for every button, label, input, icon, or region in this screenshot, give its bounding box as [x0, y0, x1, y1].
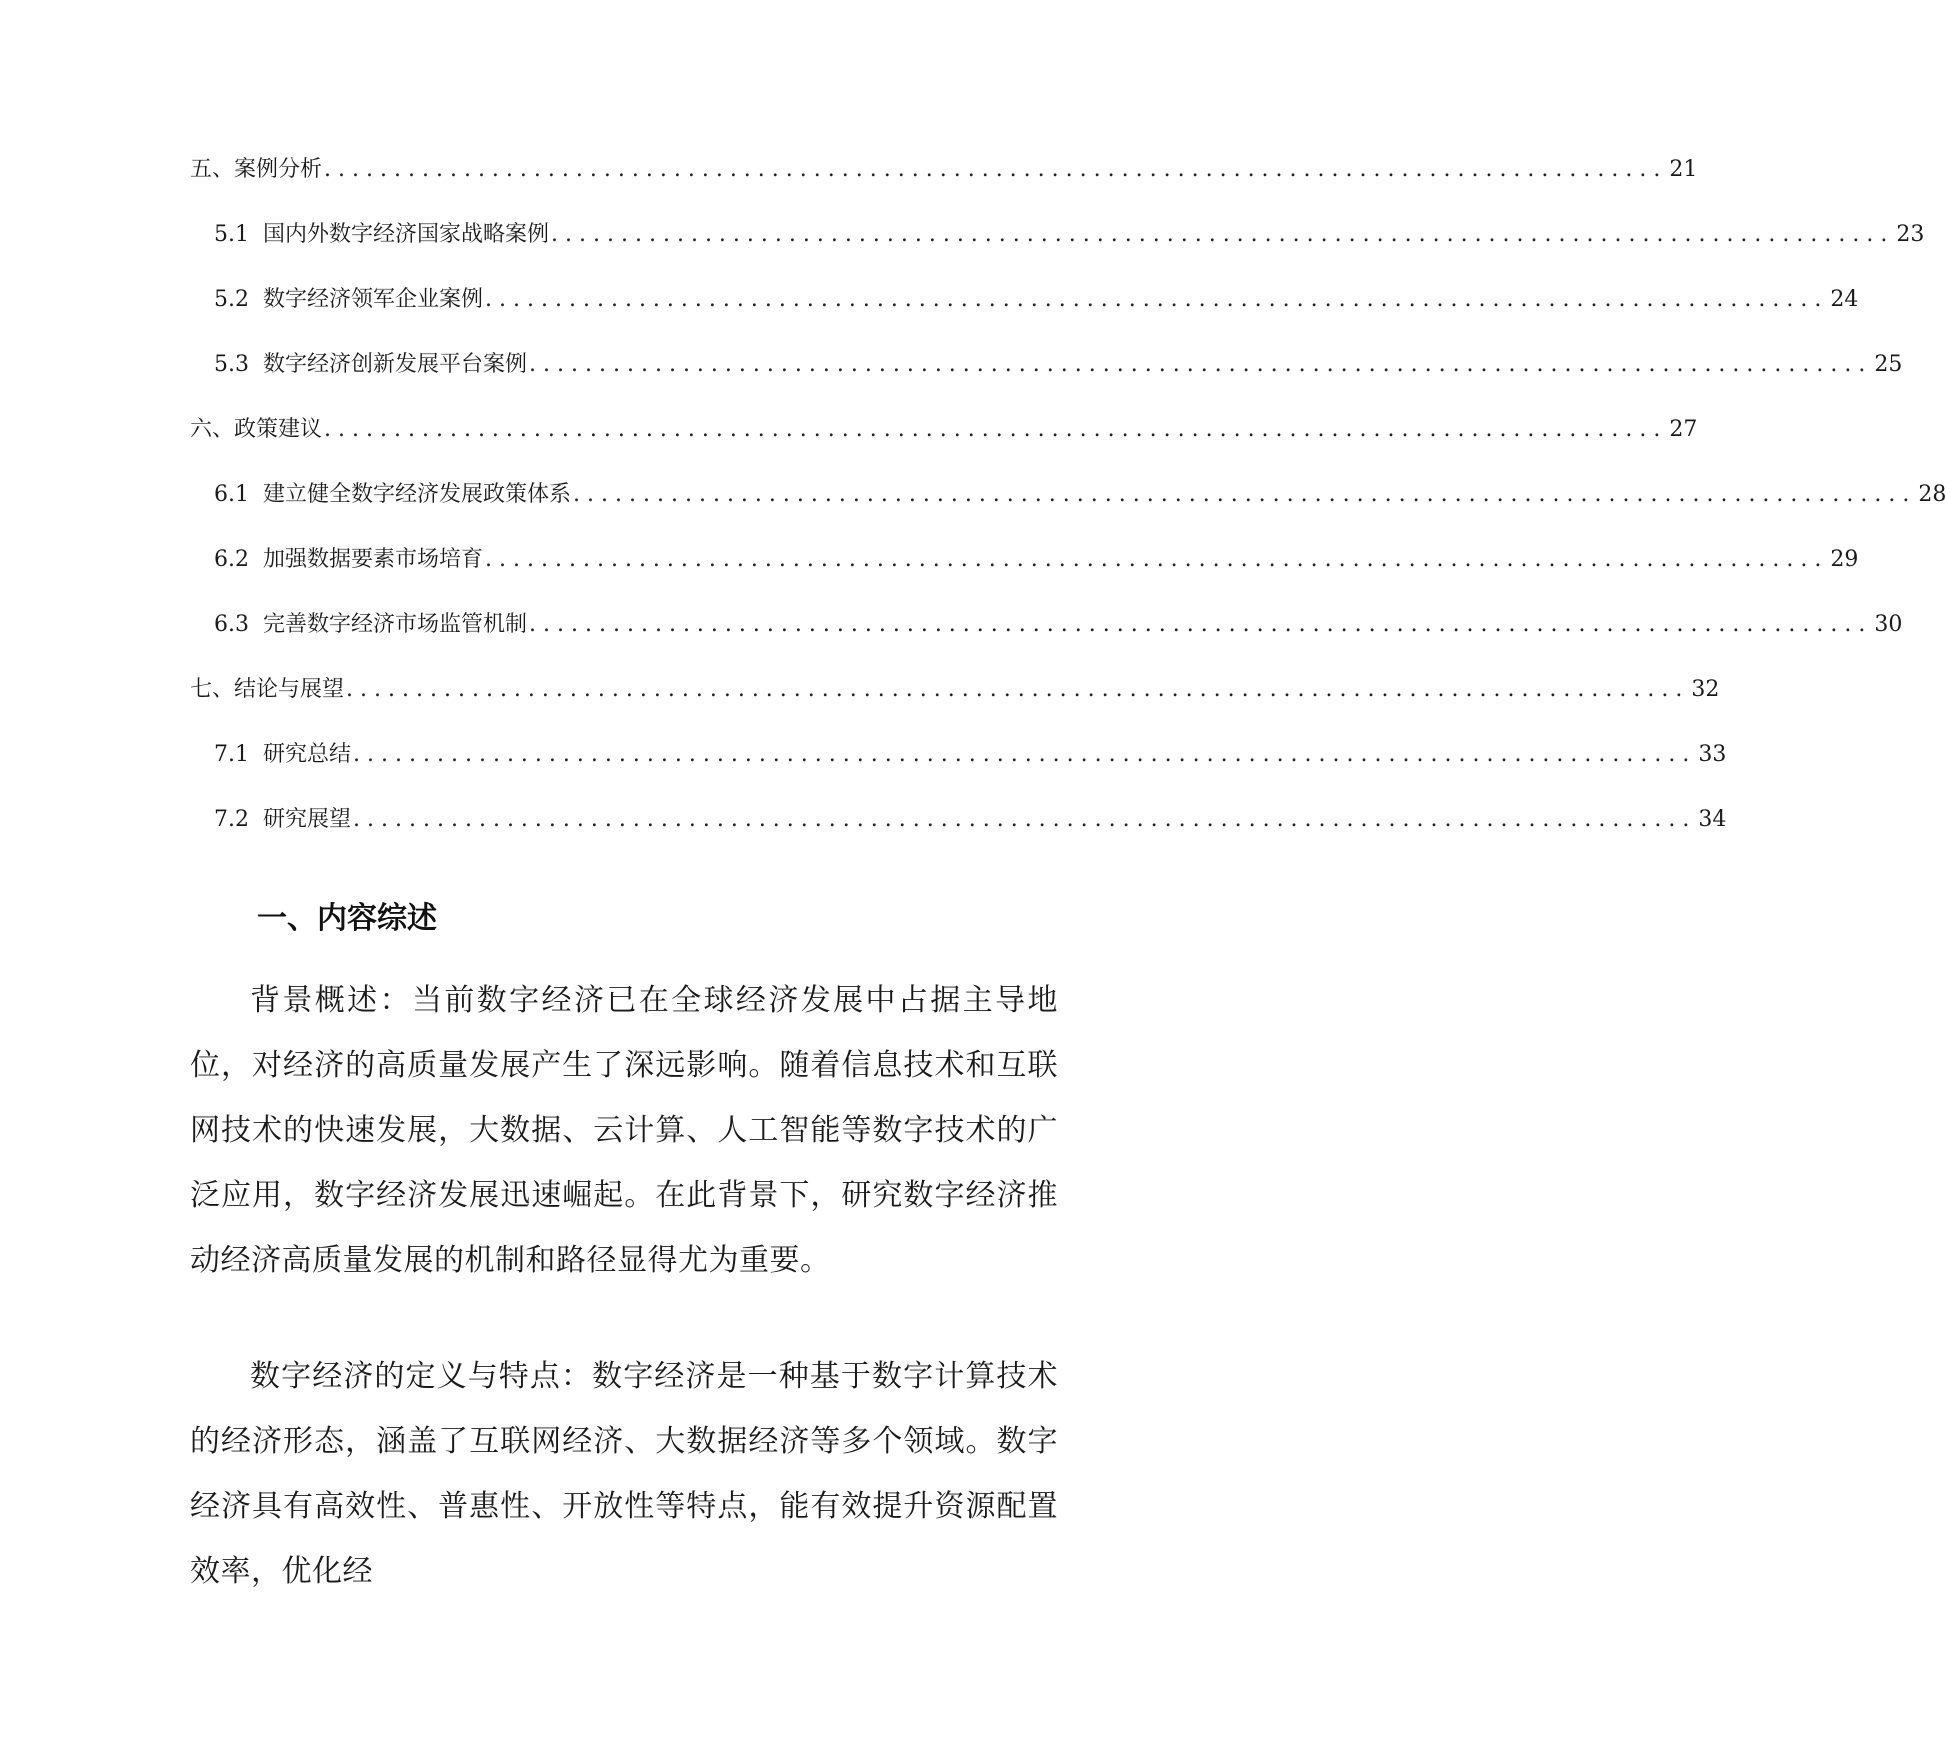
toc-entry-5-2[interactable]	[214, 282, 1859, 318]
toc-entry-number: 7.1	[214, 742, 249, 767]
toc-leader-dots: ................................................................................................	[573, 482, 1917, 507]
toc-entry-5-3[interactable]	[214, 347, 1903, 383]
toc-leader-dots: ................................................................................................	[485, 287, 1829, 312]
toc-entry-number: 7.2	[214, 807, 249, 832]
toc-entry-5-1[interactable]	[214, 217, 1925, 253]
toc-leader-dots: ................................................................................................	[346, 677, 1690, 702]
toc-entry-6-3[interactable]	[214, 607, 1903, 643]
toc-page-number: 27	[1669, 417, 1698, 442]
section-heading: 一、内容综述	[257, 901, 437, 936]
toc-entry-number: 5.3	[214, 352, 249, 377]
toc-entry-label: 七、结论与展望	[190, 677, 345, 702]
toc-page-number: 25	[1874, 352, 1903, 377]
toc-page-number: 23	[1896, 222, 1925, 247]
toc-leader-dots: ................................................................................................	[353, 807, 1697, 832]
body-paragraph-definition: 数字经济的定义与特点：数字经济是一种基于数字计算技术的经济形态，涵盖了互联网经济、大数据经济等多个领域。数字经济具有高效性、普惠性、开放性等特点，能有效提升资源配置效率，优化经	[190, 1359, 1058, 1589]
toc-page-number: 30	[1874, 612, 1903, 637]
toc-entry-title: 完善数字经济市场监管机制	[263, 612, 528, 637]
toc-entry-6-1[interactable]	[214, 477, 1946, 513]
toc-leader-dots: ................................................................................................	[324, 157, 1668, 182]
toc-entry-6-2[interactable]	[214, 542, 1859, 578]
toc-entry-title: 研究总结	[263, 742, 352, 767]
toc-page-number: 28	[1918, 482, 1946, 507]
toc-page-number: 21	[1669, 157, 1698, 182]
toc-entry-number: 5.1	[214, 222, 249, 247]
toc-entry-title: 建立健全数字经济发展政策体系	[263, 482, 572, 507]
toc-entry-title: 加强数据要素市场培育	[263, 547, 484, 572]
toc-page-number: 33	[1698, 742, 1727, 767]
toc-leader-dots: ................................................................................................	[551, 222, 1895, 247]
toc-leader-dots: ................................................................................................	[529, 612, 1873, 637]
toc-leader-dots: ................................................................................................	[529, 352, 1873, 377]
toc-entry-7-2[interactable]	[214, 802, 1727, 838]
toc-page-number: 24	[1830, 287, 1859, 312]
toc-leader-dots: ................................................................................................	[485, 547, 1829, 572]
toc-entry-number: 6.1	[214, 482, 249, 507]
toc-entry-chapter-7[interactable]	[190, 672, 1720, 708]
toc-leader-dots: ................................................................................................	[324, 417, 1668, 442]
toc-entry-title: 国内外数字经济国家战略案例	[263, 222, 550, 247]
toc-entry-chapter-5[interactable]	[190, 152, 1698, 188]
body-paragraph-background: 背景概述：当前数字经济已在全球经济发展中占据主导地位，对经济的高质量发展产生了深远影响。随着信息技术和互联网技术的快速发展，大数据、云计算、人工智能等数字技术的广泛应用，数字经济发展迅速崛起。在此背景下，研究数字经济推动经济高质量发展的机制和路径显得尤为重要。	[190, 983, 1058, 1278]
toc-entry-number: 6.2	[214, 547, 249, 572]
toc-entry-label: 六、政策建议	[190, 417, 323, 442]
toc-leader-dots: ................................................................................................	[353, 742, 1697, 767]
toc-entry-number: 6.3	[214, 612, 249, 637]
toc-page-number: 32	[1691, 677, 1720, 702]
toc-entry-title: 数字经济领军企业案例	[263, 287, 484, 312]
toc-entry-label: 五、案例分析	[190, 157, 323, 182]
toc-entry-title: 数字经济创新发展平台案例	[263, 352, 528, 377]
toc-page-number: 29	[1830, 547, 1859, 572]
toc-entry-7-1[interactable]	[214, 737, 1727, 773]
toc-entry-number: 5.2	[214, 287, 249, 312]
toc-entry-chapter-6[interactable]	[190, 412, 1698, 448]
toc-page-number: 34	[1698, 807, 1727, 832]
toc-entry-title: 研究展望	[263, 807, 352, 832]
